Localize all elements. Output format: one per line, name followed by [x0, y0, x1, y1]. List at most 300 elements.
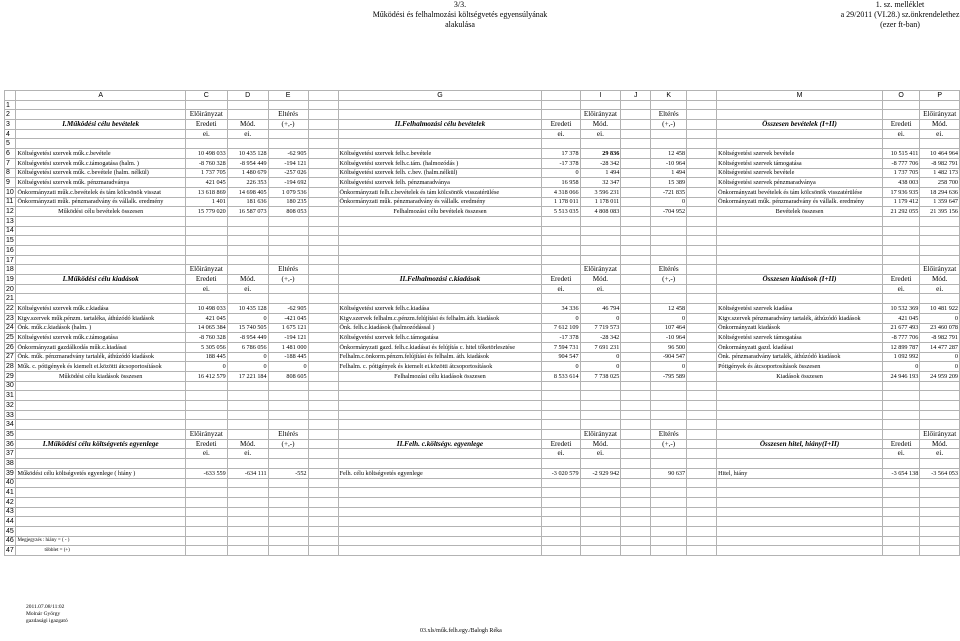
table-cell[interactable] [542, 536, 580, 546]
table-cell[interactable]: 0 [227, 352, 268, 362]
table-cell[interactable]: 1 178 011 [580, 197, 621, 207]
table-cell[interactable] [16, 517, 185, 527]
table-cell[interactable]: -2 929 942 [580, 468, 621, 478]
table-cell[interactable]: 13 618 869 [185, 187, 227, 197]
row-number[interactable]: 28 [5, 362, 16, 372]
table-cell[interactable]: Mód. [227, 275, 268, 285]
table-cell[interactable] [308, 168, 338, 178]
table-cell[interactable] [580, 381, 621, 391]
table-cell[interactable]: 15 389 [651, 178, 687, 188]
table-cell[interactable]: Hitel, hiány [717, 468, 883, 478]
table-cell[interactable] [308, 410, 338, 420]
table-cell[interactable] [687, 129, 717, 139]
table-cell[interactable] [542, 236, 580, 246]
table-cell[interactable] [717, 110, 883, 120]
table-cell[interactable] [338, 216, 542, 226]
table-cell[interactable]: Költségvetési szervek műk.c.támogatása (halm. ) [16, 158, 185, 168]
table-cell[interactable] [687, 158, 717, 168]
column-header[interactable]: J [621, 91, 651, 101]
table-cell[interactable] [717, 526, 883, 536]
table-cell[interactable]: 24 959 209 [920, 371, 960, 381]
table-cell[interactable]: Költségvetési szervek műk.c.bevétele [16, 149, 185, 159]
table-cell[interactable]: 17 936 935 [882, 187, 919, 197]
table-cell[interactable]: 0 [227, 313, 268, 323]
table-cell[interactable] [16, 478, 185, 488]
row-number[interactable]: 14 [5, 226, 16, 236]
table-cell[interactable] [227, 216, 268, 226]
table-cell[interactable]: 7 691 231 [580, 342, 621, 352]
table-cell[interactable] [308, 236, 338, 246]
table-cell[interactable] [621, 342, 651, 352]
table-cell[interactable] [16, 420, 185, 430]
table-cell[interactable] [621, 507, 651, 517]
table-cell[interactable]: -194 692 [268, 178, 308, 188]
table-cell[interactable]: 421 045 [185, 178, 227, 188]
table-cell[interactable] [580, 246, 621, 256]
table-cell[interactable] [621, 478, 651, 488]
table-cell[interactable]: 17 221 184 [227, 371, 268, 381]
table-cell[interactable] [651, 381, 687, 391]
table-cell[interactable] [621, 178, 651, 188]
table-cell[interactable] [338, 129, 542, 139]
table-cell[interactable] [580, 236, 621, 246]
table-cell[interactable] [338, 497, 542, 507]
table-cell[interactable] [621, 546, 651, 556]
table-cell[interactable] [185, 391, 227, 401]
table-cell[interactable] [687, 197, 717, 207]
table-cell[interactable] [227, 497, 268, 507]
table-cell[interactable] [621, 207, 651, 217]
table-cell[interactable] [882, 526, 919, 536]
table-cell[interactable]: 29 836 [580, 149, 621, 159]
table-cell[interactable]: Mód. [920, 275, 960, 285]
table-cell[interactable]: Eredeti [542, 120, 580, 130]
table-cell[interactable]: 1 675 121 [268, 323, 308, 333]
table-cell[interactable]: 15 740 505 [227, 323, 268, 333]
table-cell[interactable] [308, 362, 338, 372]
table-cell[interactable] [542, 517, 580, 527]
table-cell[interactable] [227, 226, 268, 236]
row-number[interactable]: 37 [5, 449, 16, 459]
table-cell[interactable] [227, 546, 268, 556]
table-cell[interactable]: Költségvetési szervek felh.c.tám. (halmozódás ) [338, 158, 542, 168]
table-cell[interactable]: Költségvetési szervek támogatása [717, 333, 883, 343]
table-cell[interactable] [687, 294, 717, 304]
table-cell[interactable]: 180 235 [268, 197, 308, 207]
table-cell[interactable]: Önk. műk. pénzmaradvány tartalék, áthúzódó kiadások [16, 352, 185, 362]
table-cell[interactable] [920, 226, 960, 236]
table-cell[interactable] [268, 381, 308, 391]
table-cell[interactable]: Mód. [580, 439, 621, 449]
table-cell[interactable] [717, 129, 883, 139]
table-cell[interactable] [651, 284, 687, 294]
table-cell[interactable] [882, 391, 919, 401]
table-cell[interactable]: 8 533 614 [542, 371, 580, 381]
table-cell[interactable] [717, 139, 883, 149]
table-cell[interactable]: 21 677 493 [882, 323, 919, 333]
table-cell[interactable] [16, 526, 185, 536]
table-cell[interactable]: (+,-) [268, 120, 308, 130]
table-cell[interactable] [882, 488, 919, 498]
table-cell[interactable] [621, 488, 651, 498]
table-cell[interactable] [920, 381, 960, 391]
table-cell[interactable] [185, 488, 227, 498]
table-cell[interactable]: Mód. [580, 275, 621, 285]
table-cell[interactable] [308, 246, 338, 256]
table-cell[interactable]: Megjegyzés : hiány = ( - ) [16, 536, 185, 546]
row-number[interactable]: 34 [5, 420, 16, 430]
table-cell[interactable] [621, 168, 651, 178]
table-cell[interactable]: 1 494 [580, 168, 621, 178]
table-cell[interactable]: ei. [920, 284, 960, 294]
column-header[interactable]: C [185, 91, 227, 101]
table-cell[interactable] [687, 488, 717, 498]
table-cell[interactable] [542, 420, 580, 430]
table-cell[interactable]: 1 480 679 [227, 168, 268, 178]
table-cell[interactable] [542, 507, 580, 517]
table-cell[interactable]: 10 515 411 [882, 149, 919, 159]
table-cell[interactable] [621, 158, 651, 168]
table-cell[interactable] [308, 226, 338, 236]
table-cell[interactable] [920, 236, 960, 246]
table-cell[interactable]: -8 954 449 [227, 333, 268, 343]
table-cell[interactable] [882, 536, 919, 546]
table-cell[interactable] [717, 507, 883, 517]
table-cell[interactable]: ei. [227, 449, 268, 459]
table-cell[interactable] [651, 420, 687, 430]
table-cell[interactable]: Mód. [227, 439, 268, 449]
table-cell[interactable] [717, 401, 883, 411]
table-cell[interactable] [185, 420, 227, 430]
table-cell[interactable] [308, 526, 338, 536]
table-cell[interactable] [542, 478, 580, 488]
table-cell[interactable] [16, 488, 185, 498]
table-cell[interactable]: Műk. c. pótigények és kiemelt ei.közötti átcsoportosítások [16, 362, 185, 372]
row-number[interactable]: 2 [5, 110, 16, 120]
table-cell[interactable] [338, 265, 542, 275]
table-cell[interactable] [920, 100, 960, 110]
table-cell[interactable] [338, 401, 542, 411]
table-cell[interactable]: Önkormányzati gazd. kiadásai [717, 342, 883, 352]
table-cell[interactable]: 7 594 731 [542, 342, 580, 352]
table-cell[interactable]: 15 779 020 [185, 207, 227, 217]
column-header[interactable]: P [920, 91, 960, 101]
table-cell[interactable]: -10 964 [651, 158, 687, 168]
row-number[interactable]: 24 [5, 323, 16, 333]
table-cell[interactable] [651, 391, 687, 401]
table-cell[interactable]: Működési célu kiadások összesen [16, 371, 185, 381]
table-cell[interactable] [580, 488, 621, 498]
table-cell[interactable]: 421 045 [185, 313, 227, 323]
table-cell[interactable] [185, 536, 227, 546]
table-cell[interactable] [542, 546, 580, 556]
table-cell[interactable] [717, 216, 883, 226]
table-cell[interactable] [651, 100, 687, 110]
table-cell[interactable] [338, 391, 542, 401]
column-header[interactable]: E [268, 91, 308, 101]
table-cell[interactable] [580, 420, 621, 430]
table-cell[interactable]: 1 482 173 [920, 168, 960, 178]
table-cell[interactable] [227, 410, 268, 420]
table-cell[interactable]: 10 498 033 [185, 149, 227, 159]
table-cell[interactable]: -62 905 [268, 149, 308, 159]
table-cell[interactable]: (+,-) [651, 275, 687, 285]
table-cell[interactable]: Eredeti [882, 275, 919, 285]
row-number[interactable]: 32 [5, 401, 16, 411]
table-cell[interactable] [227, 255, 268, 265]
table-cell[interactable]: (+,-) [651, 439, 687, 449]
table-cell[interactable] [687, 546, 717, 556]
table-cell[interactable]: -634 111 [227, 468, 268, 478]
table-cell[interactable] [185, 294, 227, 304]
table-cell[interactable]: ei. [185, 449, 227, 459]
table-cell[interactable]: Előirányzat [185, 110, 227, 120]
table-cell[interactable] [920, 507, 960, 517]
table-cell[interactable] [651, 459, 687, 469]
row-number[interactable]: 7 [5, 158, 16, 168]
table-cell[interactable] [16, 294, 185, 304]
table-cell[interactable]: ei. [580, 284, 621, 294]
table-cell[interactable]: Ktgv.szervek műk.pénzm. tartaléka, áthúzódó kiadások [16, 313, 185, 323]
table-cell[interactable] [621, 323, 651, 333]
table-cell[interactable]: ei. [920, 449, 960, 459]
table-cell[interactable] [227, 236, 268, 246]
table-cell[interactable] [882, 216, 919, 226]
table-cell[interactable] [882, 507, 919, 517]
table-cell[interactable] [580, 139, 621, 149]
table-cell[interactable]: Költségvetési szervek felh.c.bevétele [338, 149, 542, 159]
table-cell[interactable]: ei. [542, 129, 580, 139]
row-number[interactable]: 19 [5, 275, 16, 285]
table-cell[interactable]: -704 952 [651, 207, 687, 217]
table-cell[interactable] [580, 517, 621, 527]
table-cell[interactable]: Felhalmozási célu kiadások összesen [338, 371, 542, 381]
table-cell[interactable]: Önk. pénzmaradvány tartalék, áthúzódó kiadások [717, 352, 883, 362]
table-cell[interactable]: Költségvetési szervek felh. pénzmaradványa [338, 178, 542, 188]
table-cell[interactable] [687, 381, 717, 391]
table-cell[interactable] [308, 352, 338, 362]
table-cell[interactable] [185, 216, 227, 226]
table-cell[interactable] [621, 381, 651, 391]
table-cell[interactable] [268, 488, 308, 498]
table-cell[interactable] [621, 536, 651, 546]
table-cell[interactable]: Felhalm. c. pótigények és kiemelt ei.közötti átcsoportosítások [338, 362, 542, 372]
table-cell[interactable] [308, 313, 338, 323]
table-cell[interactable] [882, 401, 919, 411]
table-cell[interactable] [16, 284, 185, 294]
table-cell[interactable] [621, 120, 651, 130]
table-cell[interactable] [621, 255, 651, 265]
table-cell[interactable]: 1 179 412 [882, 197, 919, 207]
table-cell[interactable] [338, 420, 542, 430]
table-cell[interactable]: -10 964 [651, 333, 687, 343]
table-cell[interactable] [717, 100, 883, 110]
table-cell[interactable] [920, 459, 960, 469]
table-cell[interactable] [621, 284, 651, 294]
table-cell[interactable] [542, 255, 580, 265]
table-cell[interactable]: -188 445 [268, 352, 308, 362]
table-cell[interactable] [227, 265, 268, 275]
table-cell[interactable] [16, 265, 185, 275]
table-cell[interactable]: Eltérés [268, 265, 308, 275]
table-cell[interactable] [882, 139, 919, 149]
row-number[interactable]: 1 [5, 100, 16, 110]
table-cell[interactable]: -3 564 053 [920, 468, 960, 478]
table-cell[interactable] [621, 371, 651, 381]
table-cell[interactable]: -8 760 328 [185, 158, 227, 168]
table-cell[interactable]: -721 835 [651, 187, 687, 197]
table-cell[interactable] [268, 129, 308, 139]
table-cell[interactable] [268, 517, 308, 527]
table-cell[interactable]: 0 [227, 362, 268, 372]
table-cell[interactable] [308, 478, 338, 488]
table-cell[interactable] [621, 420, 651, 430]
table-cell[interactable]: 10 435 128 [227, 149, 268, 159]
table-cell[interactable]: Eredeti [882, 120, 919, 130]
column-header[interactable] [687, 91, 717, 101]
table-cell[interactable] [717, 517, 883, 527]
table-cell[interactable]: Eredeti [542, 439, 580, 449]
table-cell[interactable] [882, 100, 919, 110]
table-cell[interactable] [580, 255, 621, 265]
table-cell[interactable] [717, 478, 883, 488]
table-cell[interactable] [227, 420, 268, 430]
table-cell[interactable] [308, 439, 338, 449]
table-cell[interactable] [687, 246, 717, 256]
table-cell[interactable] [717, 226, 883, 236]
table-cell[interactable]: 34 336 [542, 304, 580, 314]
table-cell[interactable] [920, 497, 960, 507]
row-number[interactable]: 44 [5, 517, 16, 527]
table-cell[interactable] [338, 246, 542, 256]
table-cell[interactable] [920, 536, 960, 546]
table-cell[interactable] [687, 517, 717, 527]
table-cell[interactable]: ei. [882, 284, 919, 294]
table-cell[interactable] [580, 507, 621, 517]
table-cell[interactable]: 24 946 193 [882, 371, 919, 381]
table-cell[interactable] [687, 333, 717, 343]
row-number[interactable]: 29 [5, 371, 16, 381]
table-cell[interactable]: Ktgv.szervek felhalm.c.pénzm.felújítási és felhalm.áth. kiadások [338, 313, 542, 323]
table-cell[interactable] [338, 226, 542, 236]
table-cell[interactable] [268, 410, 308, 420]
table-cell[interactable] [268, 100, 308, 110]
table-cell[interactable]: -28 342 [580, 333, 621, 343]
table-cell[interactable]: Költségvetési szervek bevétele [717, 168, 883, 178]
table-cell[interactable] [621, 197, 651, 207]
table-cell[interactable] [16, 226, 185, 236]
table-cell[interactable] [717, 246, 883, 256]
row-number[interactable]: 35 [5, 430, 16, 440]
row-number[interactable]: 38 [5, 459, 16, 469]
table-cell[interactable]: 16 958 [542, 178, 580, 188]
table-cell[interactable]: Kiadások összesen [717, 371, 883, 381]
table-cell[interactable]: ei. [542, 284, 580, 294]
table-cell[interactable]: Felh. célu költségvetés egyenlege [338, 468, 542, 478]
table-cell[interactable] [542, 139, 580, 149]
table-cell[interactable] [268, 255, 308, 265]
table-cell[interactable] [882, 294, 919, 304]
table-cell[interactable]: -8 777 706 [882, 158, 919, 168]
table-cell[interactable] [687, 313, 717, 323]
table-cell[interactable]: Előirányzat [920, 265, 960, 275]
table-cell[interactable] [308, 255, 338, 265]
table-cell[interactable]: 10 481 922 [920, 304, 960, 314]
table-cell[interactable] [717, 410, 883, 420]
table-cell[interactable] [308, 187, 338, 197]
column-header[interactable] [542, 91, 580, 101]
row-number[interactable]: 41 [5, 488, 16, 498]
table-cell[interactable]: ei. [185, 129, 227, 139]
table-cell[interactable] [580, 226, 621, 236]
table-cell[interactable] [268, 420, 308, 430]
table-cell[interactable]: Költségvetési szervek műk. pénzmaradványa [16, 178, 185, 188]
table-cell[interactable]: I.Működési célu költségvetés egyenlege [16, 439, 185, 449]
table-cell[interactable]: Ktgv.szervek pénzmaradvány tartalék, áthúzódó kiadások [717, 313, 883, 323]
table-cell[interactable] [920, 401, 960, 411]
table-cell[interactable] [308, 449, 338, 459]
table-cell[interactable]: -62 905 [268, 304, 308, 314]
table-cell[interactable] [687, 226, 717, 236]
table-cell[interactable] [920, 526, 960, 536]
table-cell[interactable] [338, 236, 542, 246]
table-cell[interactable] [185, 381, 227, 391]
table-cell[interactable] [227, 246, 268, 256]
table-cell[interactable]: 4 808 083 [580, 207, 621, 217]
table-cell[interactable]: Előirányzat [185, 430, 227, 440]
table-cell[interactable] [621, 265, 651, 275]
table-cell[interactable] [621, 294, 651, 304]
table-cell[interactable] [185, 546, 227, 556]
table-cell[interactable] [687, 497, 717, 507]
table-cell[interactable] [308, 139, 338, 149]
table-cell[interactable] [338, 517, 542, 527]
table-cell[interactable] [542, 401, 580, 411]
table-cell[interactable]: 32 347 [580, 178, 621, 188]
table-cell[interactable]: 21 292 055 [882, 207, 919, 217]
table-cell[interactable] [338, 139, 542, 149]
table-cell[interactable] [920, 488, 960, 498]
table-cell[interactable]: -552 [268, 468, 308, 478]
row-number[interactable]: 43 [5, 507, 16, 517]
table-cell[interactable] [227, 536, 268, 546]
table-cell[interactable] [338, 488, 542, 498]
table-cell[interactable]: Felhalmozási célu bevételek összesen [338, 207, 542, 217]
table-cell[interactable]: Önkormányzati bevételek és tám kölcsönök visszatérülése [717, 187, 883, 197]
table-cell[interactable] [920, 420, 960, 430]
row-number[interactable]: 23 [5, 313, 16, 323]
table-cell[interactable] [268, 536, 308, 546]
table-cell[interactable] [920, 139, 960, 149]
table-cell[interactable] [542, 246, 580, 256]
table-cell[interactable] [651, 139, 687, 149]
table-cell[interactable] [338, 381, 542, 391]
table-cell[interactable] [621, 129, 651, 139]
table-cell[interactable]: 16 587 073 [227, 207, 268, 217]
table-cell[interactable]: 1 737 705 [882, 168, 919, 178]
table-cell[interactable] [920, 391, 960, 401]
table-cell[interactable]: 10 464 964 [920, 149, 960, 159]
table-cell[interactable] [308, 536, 338, 546]
table-cell[interactable] [542, 216, 580, 226]
table-cell[interactable] [308, 100, 338, 110]
table-cell[interactable] [687, 178, 717, 188]
row-number[interactable]: 36 [5, 439, 16, 449]
table-cell[interactable]: Előirányzat [185, 265, 227, 275]
table-cell[interactable] [227, 488, 268, 498]
table-cell[interactable] [687, 536, 717, 546]
table-cell[interactable] [920, 255, 960, 265]
